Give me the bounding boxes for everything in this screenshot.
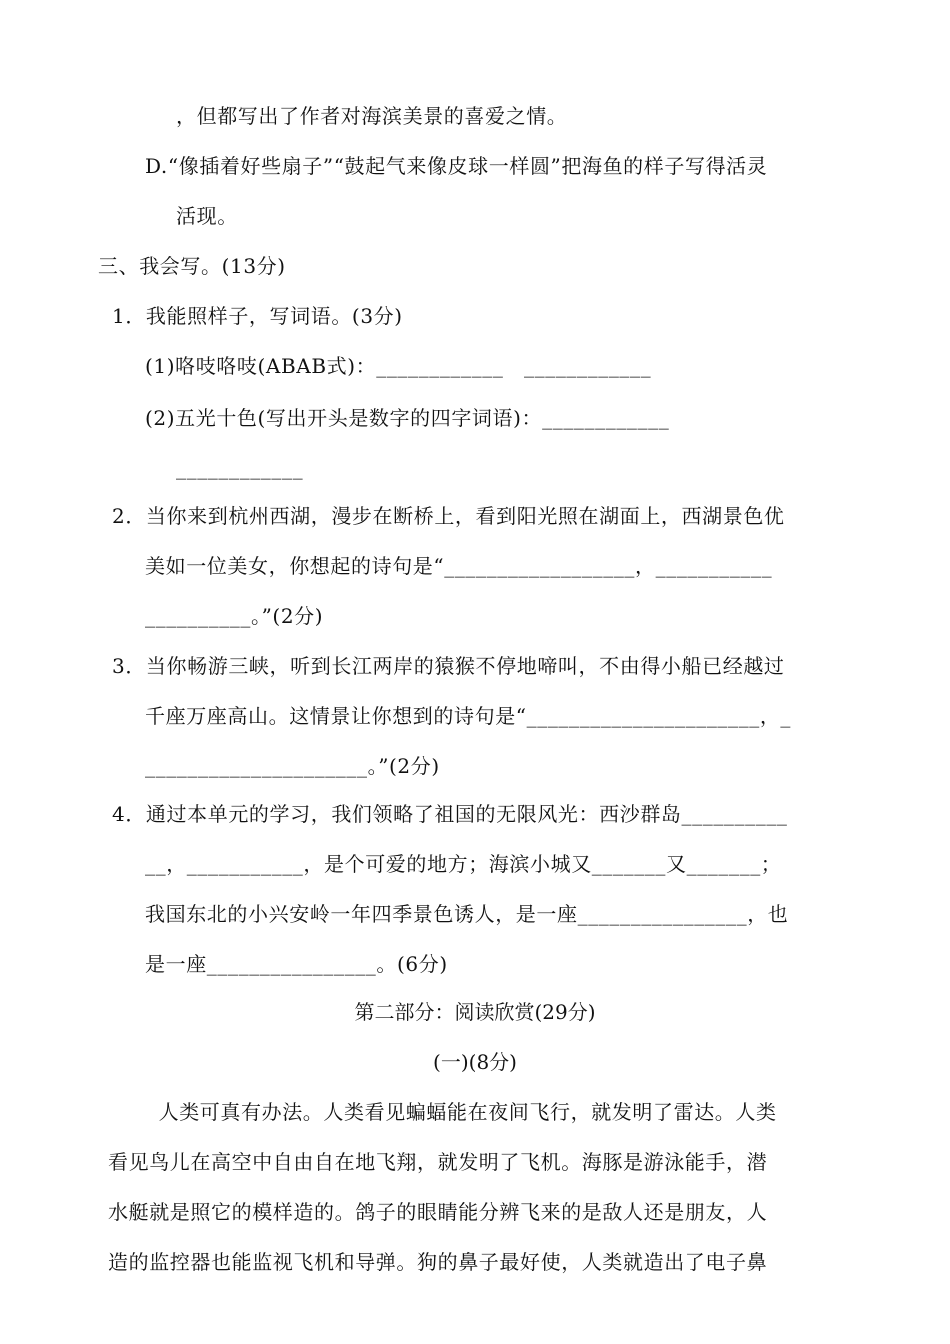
question-1-part-2: (2)五光十色(写出开头是数字的四字词语)：____________	[145, 406, 670, 430]
option-c-continuation: ，但都写出了作者对海滨美景的喜爱之情。	[176, 104, 568, 128]
option-d: D.“像插着好些扇子”“鼓起气来像皮球一样圆”把海鱼的样子写得活灵	[145, 154, 768, 178]
part-two-heading: 第二部分：阅读欣赏(29分)	[354, 1000, 596, 1024]
reading-one-heading: (一)(8分)	[433, 1050, 517, 1074]
passage-line-1: 人类可真有办法。人类看见蝙蝠能在夜间飞行，就发明了雷达。人类	[138, 1100, 777, 1124]
section-heading: 三、我会写。(13分)	[98, 254, 286, 278]
question-1-part-1: (1)咯吱咯吱(ABAB式)：____________ ____________	[145, 354, 652, 378]
question-4-line-2: __，___________，是个可爱的地方；海滨小城又_______又_______；	[145, 852, 782, 876]
question-4-line-3: 我国东北的小兴安岭一年四季景色诱人，是一座________________，也	[145, 902, 789, 926]
passage-line-4: 造的监控器也能监视飞机和导弹。狗的鼻子最好使，人类就造出了电子鼻	[108, 1250, 768, 1274]
question-1: 1．我能照样子，写词语。(3分)	[112, 304, 403, 328]
question-2-line-3: __________。”(2分)	[145, 604, 324, 628]
question-4-line-4: 是一座________________。(6分)	[145, 952, 448, 976]
question-4: 4．通过本单元的学习，我们领略了祖国的无限风光：西沙群岛__________	[112, 802, 788, 826]
question-2: 2．当你来到杭州西湖，漫步在断桥上，看到阳光照在湖面上，西湖景色优	[112, 504, 785, 528]
question-3-line-2: 千座万座高山。这情景让你想到的诗句是“______________________，_	[145, 704, 792, 728]
passage-line-3: 水艇就是照它的模样造的。鸽子的眼睛能分辨飞来的是敌人还是朋友，人	[108, 1200, 768, 1224]
question-3-line-3: _____________________。”(2分)	[145, 754, 440, 778]
option-d-continuation: 活现。	[176, 204, 238, 228]
question-2-line-2: 美如一位美女，你想起的诗句是“__________________，___________	[145, 554, 773, 578]
question-3: 3．当你畅游三峡，听到长江两岸的猿猴不停地啼叫，不由得小船已经越过	[112, 654, 785, 678]
question-1-part-2-blank: ____________	[176, 456, 304, 480]
passage-line-2: 看见鸟儿在高空中自由自在地飞翔，就发明了飞机。海豚是游泳能手，潜	[108, 1150, 768, 1174]
